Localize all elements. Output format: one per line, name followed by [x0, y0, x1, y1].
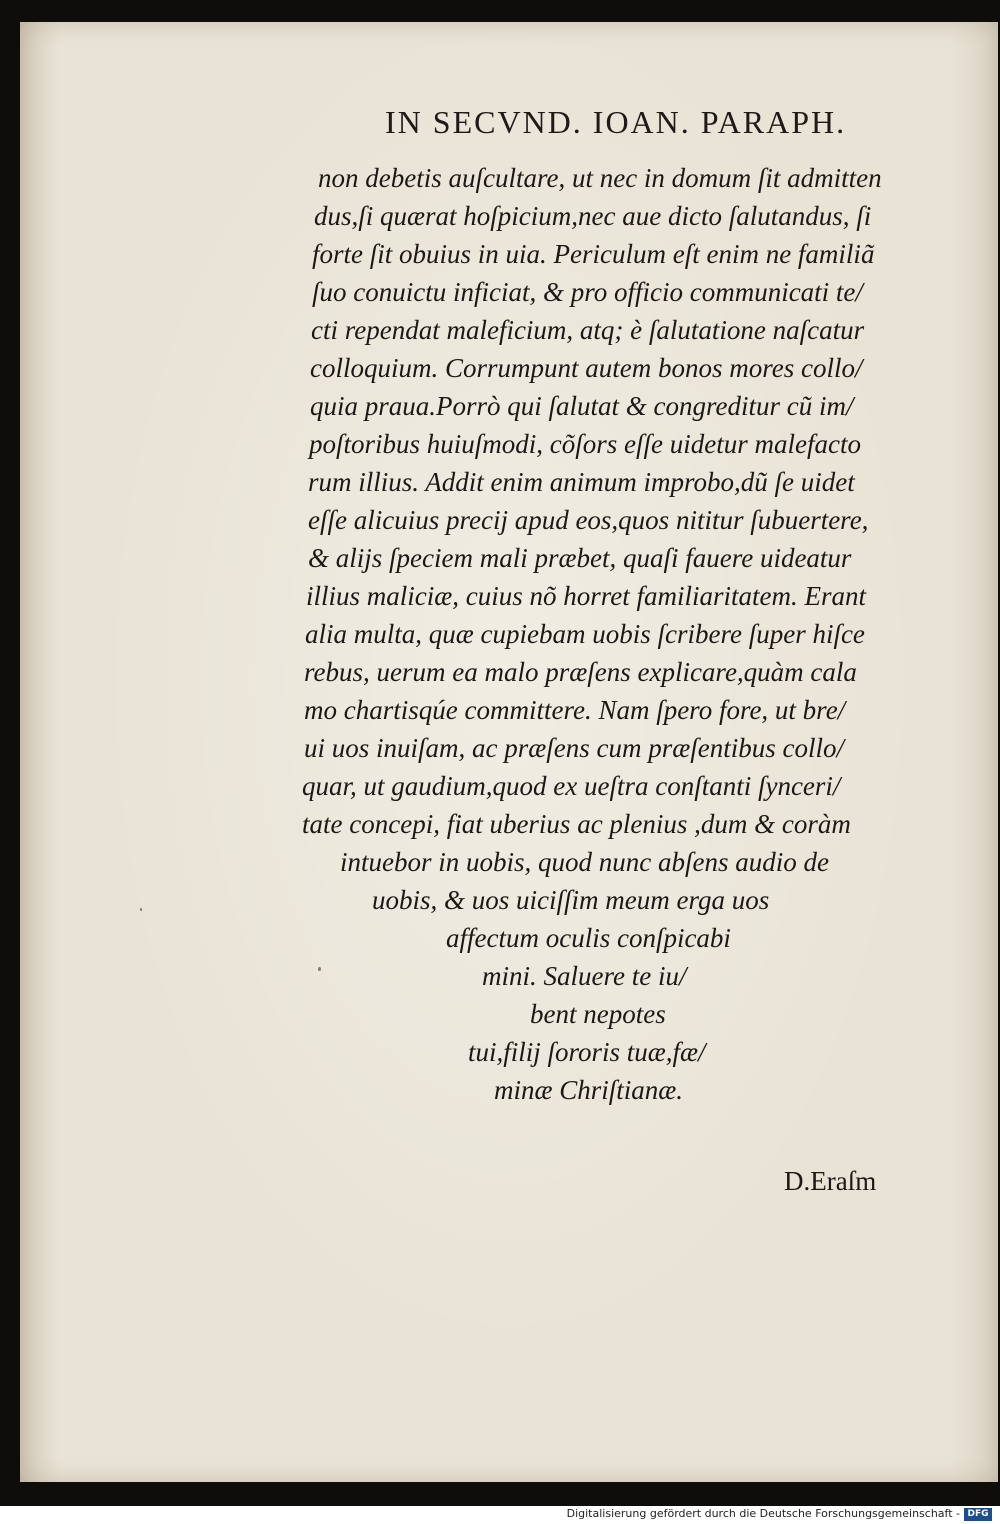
text-line: illius maliciæ, cuius nõ horret familiaritatem. Erant	[306, 581, 866, 611]
text-line: eſſe alicuius precij apud eos,quos nititur ſubuertere,	[308, 505, 869, 535]
text-line: affectum oculis conſpicabi	[446, 923, 731, 953]
text-line: ſuo conuictu inficiat, & pro officio communicati te/	[312, 277, 863, 307]
text-line: alia multa, quæ cupiebam uobis ſcribere ſuper hiſce	[305, 619, 865, 649]
text-line: dus,ſi quærat hoſpicium,nec aue dicto ſalutandus, ſi	[314, 201, 872, 231]
text-line: cti rependat maleficium, atq; è ſalutatione naſcatur	[311, 315, 865, 345]
running-head: IN SECVND. IOAN. PARAPH.	[385, 104, 847, 140]
text-line: non debetis auſcultare, ut nec in domum ſit admitten	[318, 163, 882, 193]
paper-speck	[140, 908, 142, 911]
footer-credit: Digitalisierung gefördert durch die Deutsche Forschungsgemeinschaft -	[566, 1507, 960, 1520]
paper-speck	[318, 967, 321, 971]
text-line: ui uos inuiſam, ac præſens cum præſentibus collo/	[304, 733, 844, 763]
text-line: quia praua.Porrò qui ſalutat & congreditur cũ im/	[310, 391, 854, 421]
text-line: tate concepi, fiat uberius ac plenius ,dum & coràm	[302, 809, 851, 839]
text-line: rum illius. Addit enim animum improbo,dũ ſe uidet	[308, 467, 855, 497]
catchword: D.Eraſm	[784, 1166, 877, 1196]
text-line: bent nepotes	[530, 999, 666, 1029]
text-line: uobis, & uos uiciſſim meum erga uos	[372, 885, 770, 915]
text-line: poſtoribus huiuſmodi, cõſors eſſe uidetur malefacto	[309, 429, 861, 459]
text-line: tui,filij ſororis tuæ,fæ/	[468, 1037, 706, 1067]
text-line: & alijs ſpeciem mali præbet, quaſi fauere uideatur	[308, 543, 852, 573]
text-line: mini. Saluere te iu/	[482, 961, 687, 991]
text-line: quar, ut gaudium,quod ex ueſtra conſtanti ſynceri/	[302, 771, 841, 801]
text-line: rebus, uerum ea malo præſens explicare,quàm cala	[304, 657, 857, 687]
text-line: minæ Chriſtianæ.	[494, 1075, 684, 1105]
text-line: forte ſit obuius in uia. Periculum eſt enim ne familiã	[312, 239, 875, 269]
text-line: mo chartisqúe committere. Nam ſpero fore, ut bre/	[304, 695, 846, 725]
text-line: colloquium. Corrumpunt autem bonos mores collo/	[310, 353, 863, 383]
text-line: intuebor in uobis, quod nunc abſens audio de	[340, 847, 829, 877]
dfg-logo-icon: DFG	[964, 1508, 992, 1521]
